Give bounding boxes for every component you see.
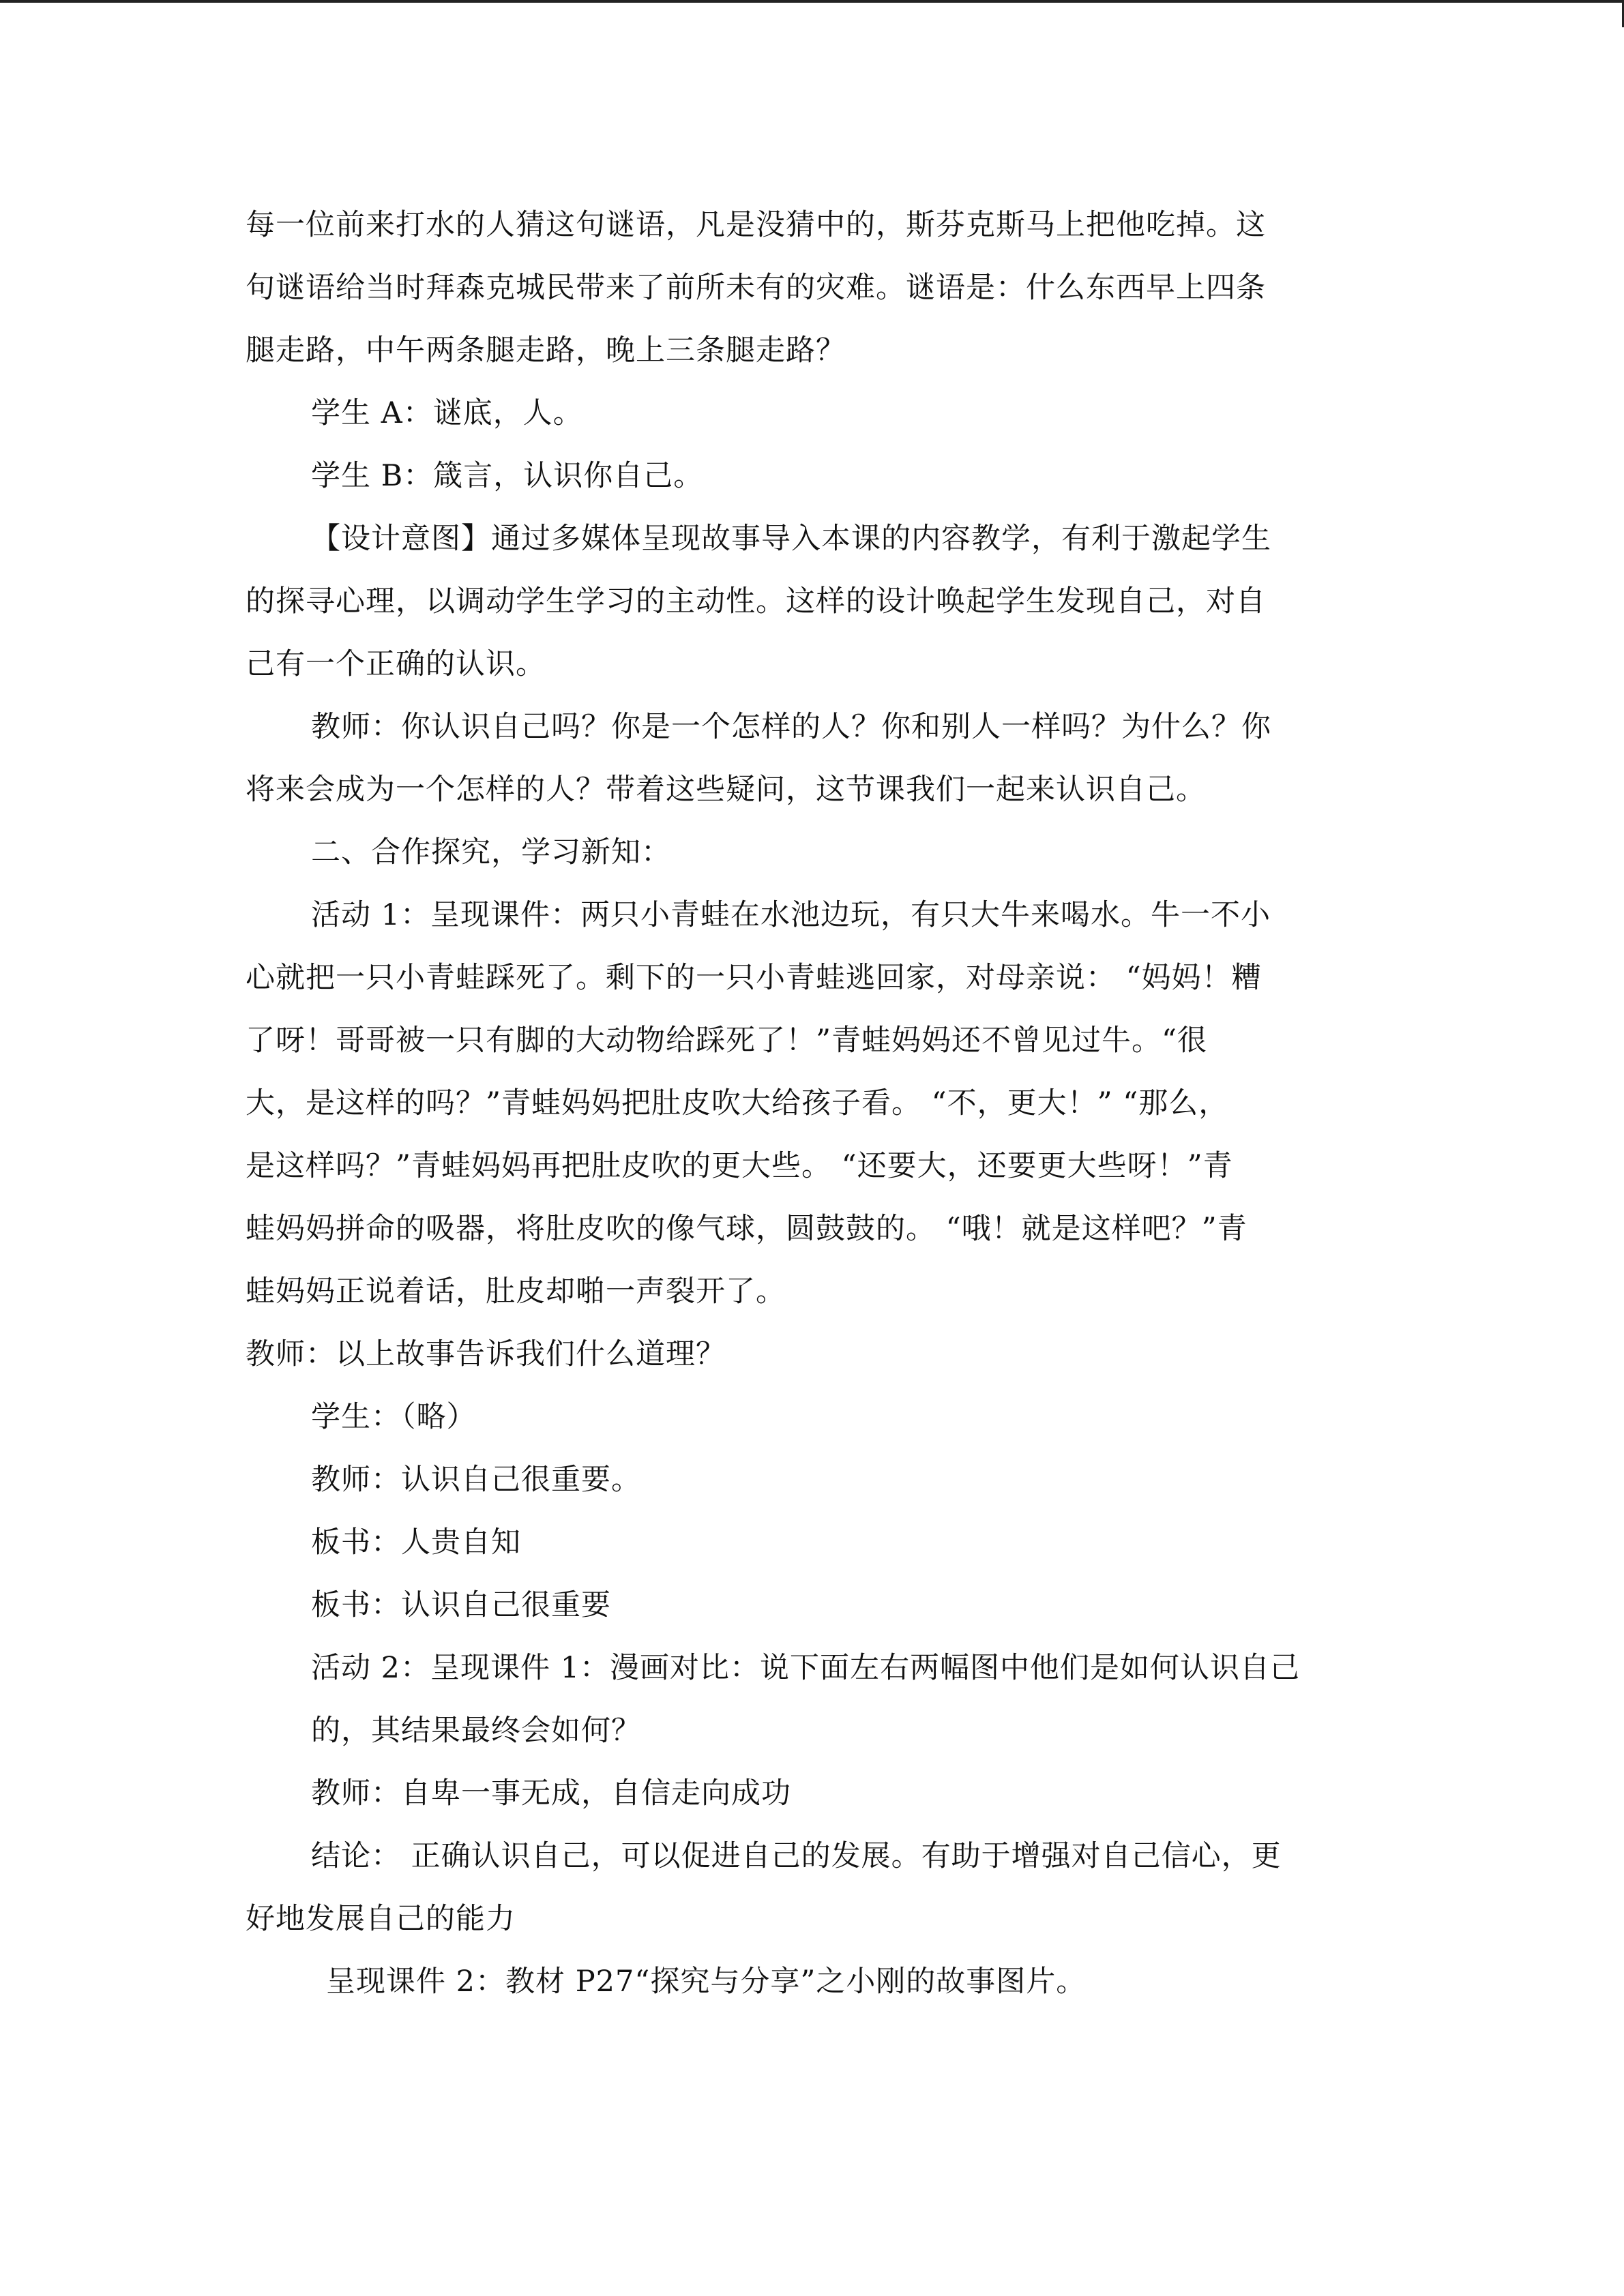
- text-line: 教师：自卑一事无成，自信走向成功: [311, 1776, 791, 1810]
- text-line: 了呀！哥哥被一只有脚的大动物给踩死了！”青蛙妈妈还不曾见过牛。“很: [246, 1024, 1207, 1058]
- page-top-border: [0, 0, 1624, 3]
- text-line: 教师：你认识自己吗？你是一个怎样的人？你和别人一样吗？为什么？你: [311, 710, 1271, 744]
- text-line: 好地发展自己的能力: [246, 1902, 516, 1936]
- text-line: 学生 A：谜底，人。: [311, 396, 583, 430]
- text-line: 呈现课件 2：教材 P27“探究与分享”之小刚的故事图片。: [326, 1965, 1087, 1999]
- text-line: 每一位前来打水的人猜这句谜语，凡是没猜中的，斯芬克斯马上把他吃掉。这: [246, 208, 1266, 242]
- text-line: 将来会成为一个怎样的人？带着这些疑问，这节课我们一起来认识自己。: [246, 773, 1206, 807]
- text-line: 大，是这样的吗？”青蛙妈妈把肚皮吹大给孩子看。 “不，更大！” “那么，: [246, 1086, 1229, 1120]
- blackboard-note: 板书：认识自己很重要: [311, 1588, 611, 1622]
- text-line: 学生：（略）: [311, 1400, 477, 1434]
- text-line: 蛙妈妈正说着话，肚皮却啪一声裂开了。: [246, 1274, 786, 1309]
- text-line: 活动 1：呈现课件：两只小青蛙在水池边玩，有只大牛来喝水。牛一不小: [311, 898, 1271, 932]
- text-line: 句谜语给当时拜森克城民带来了前所未有的灾难。谜语是：什么东西早上四条: [246, 271, 1266, 305]
- text-line: 己有一个正确的认识。: [246, 647, 546, 681]
- text-line: 的，其结果最终会如何？: [311, 1714, 641, 1748]
- text-line: 蛙妈妈拼命的吸器，将肚皮吹的像气球，圆鼓鼓的。 “哦！就是这样吧？”青: [246, 1212, 1247, 1246]
- blackboard-note: 板书：人贵自知: [311, 1525, 521, 1560]
- text-line: 【设计意图】通过多媒体呈现故事导入本课的内容教学，有利于激起学生: [311, 522, 1271, 556]
- text-line: 心就把一只小青蛙踩死了。剩下的一只小青蛙逃回家，对母亲说： “妈妈！糟: [246, 961, 1262, 995]
- text-line: 活动 2：呈现课件 1：漫画对比：说下面左右两幅图中他们是如何认识自己: [311, 1651, 1301, 1685]
- section-heading: 二、合作探究，学习新知：: [311, 835, 671, 869]
- text-line: 的探寻心理，以调动学生学习的主动性。这样的设计唤起学生发现自己，对自: [246, 584, 1266, 618]
- text-line: 结论： 正确认识自己，可以促进自己的发展。有助于增强对自己信心，更: [311, 1839, 1282, 1873]
- text-line: 是这样吗？”青蛙妈妈再把肚皮吹的更大些。 “还要大，还要更大些呀！”青: [246, 1149, 1233, 1183]
- text-line: 学生 B：箴言，认识你自己。: [311, 459, 704, 493]
- text-line: 腿走路，中午两条腿走路，晚上三条腿走路？: [246, 333, 846, 368]
- text-line: 教师：以上故事告诉我们什么道理？: [246, 1337, 726, 1371]
- text-line: 教师：认识自己很重要。: [311, 1463, 641, 1497]
